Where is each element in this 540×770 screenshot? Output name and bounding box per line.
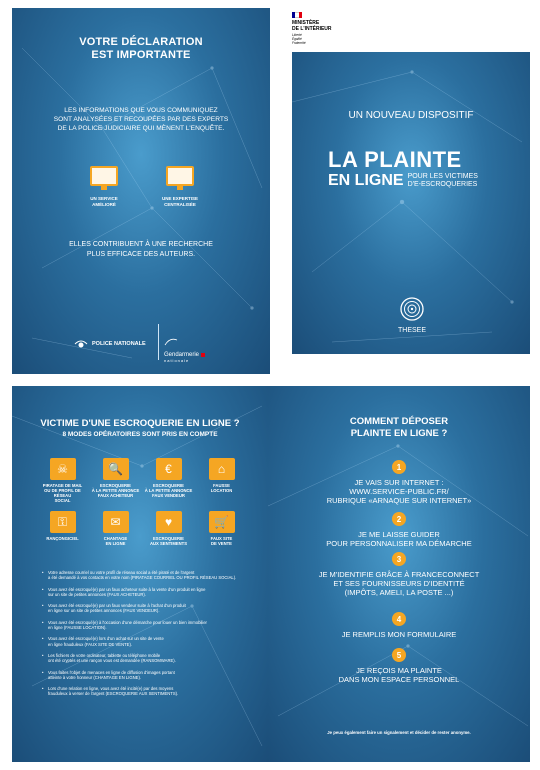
mode-icon: ⌂ — [209, 458, 235, 480]
gendarmerie-emblem-icon — [164, 337, 178, 347]
french-flag-icon — [292, 12, 302, 18]
thesee-text: THESEE — [397, 327, 426, 334]
mode-item — [89, 458, 142, 503]
bullet-text: • Vous avez été escroqué(e) à l'occasion d'une démarche pour louer un bien immobilier — [48, 619, 207, 625]
mode-icon: ✉ — [103, 511, 129, 533]
bullet-text: • Vous avez été escroqué(e) par un faux acheteur suite à la vente d'un produit en ligne — [48, 586, 206, 592]
motto-3: Fraternité — [292, 41, 306, 45]
bullet-text: a été demandé à vos contacts en votre nom (PIRATAGE COURRIEL OU PROFIL RÉSEAU SOCIAL). — [48, 575, 237, 581]
mode-label-line: FAUX ACHETEUR — [97, 493, 134, 498]
title-block — [328, 148, 478, 190]
mode-item — [89, 511, 142, 546]
bullet-text: • Vous avez été escroqué(e) lors d'un achat sur un site de vente — [48, 636, 164, 642]
mode-label-line: PIRATAGE DE MAIL — [42, 483, 83, 488]
bullet-item — [42, 587, 258, 598]
mode-label-line: À LA PETITE ANNONCE — [144, 488, 193, 493]
panel-d-title-1: COMMENT DÉPOSER — [349, 416, 449, 427]
step-number-badge: 5 — [392, 648, 406, 662]
gendarmerie-logo — [164, 334, 205, 363]
icon1-label-1: UN SERVICE — [90, 196, 118, 201]
mode-icon: ♥ — [156, 511, 182, 533]
step-text-line: (IMPÔTS, AMELI, LA POSTE ...) — [344, 588, 454, 597]
gendarmerie-logo-subtext: nationale — [164, 358, 190, 363]
mode-icon: 🔍 — [103, 458, 129, 480]
step-number-badge: 1 — [392, 460, 406, 474]
mode-label-line: ESCROQUERIE — [153, 536, 184, 541]
mode-item — [142, 511, 195, 546]
police-logo-text: POLICE NATIONALE — [92, 341, 146, 347]
panel-c-title: VICTIME D'UNE ESCROQUERIE EN LIGNE ? — [40, 418, 240, 429]
tagline-1: POUR LES VICTIMES — [407, 173, 478, 180]
icon2-label-2: CENTRALISÉE — [164, 201, 196, 207]
ministry-line-1: MINISTÈRE — [292, 20, 320, 26]
bullet-text: • Vous faites l'objet de menaces en ligne de diffusion d'images portant — [48, 669, 175, 675]
bullet-text: sur un site de petites annonces (FAUX ACHETEUR). — [48, 591, 146, 597]
bullet-list — [42, 570, 258, 703]
mode-icon: € — [156, 458, 182, 480]
bullet-text: atteinte à votre honneur (CHANTAGE EN LIGNE). — [48, 674, 142, 680]
step-number-badge: 4 — [392, 612, 406, 626]
mode-label-line: CHANTAGE — [103, 536, 128, 541]
step-number-badge: 2 — [392, 512, 406, 526]
intro-line-1: LES INFORMATIONS QUE VOUS COMMUNIQUEZ — [64, 107, 218, 114]
bullet-item — [42, 603, 258, 614]
bullet-text: • Vous avez été escroqué(e) par un faux vendeur suite à l'achat d'un produit — [48, 603, 186, 609]
bullet-item — [42, 686, 258, 697]
bullet-item — [42, 636, 258, 647]
step-text-line: ET SES FOURNISSEURS D'IDENTITÉ — [333, 579, 465, 588]
fingerprint-at-icon — [399, 296, 425, 322]
bullet-text: en ligne frauduleux (FAUX SITE DE VENTE). — [48, 641, 133, 647]
step-item — [268, 612, 530, 639]
mode-label-line: LOCATION — [210, 488, 233, 493]
mode-icon: ⚿ — [50, 511, 76, 533]
outro-line-1: ELLES CONTRIBUENT À UNE RECHERCHE — [69, 241, 213, 248]
monitor-icon — [90, 166, 118, 186]
target-monitor-icon — [166, 166, 194, 186]
ministry-logo — [292, 12, 332, 45]
step-item — [268, 648, 530, 684]
step-number-badge: 3 — [392, 552, 406, 566]
step-text-line: POUR PERSONNALISER MA DÉMARCHE — [326, 539, 472, 548]
bullet-item — [42, 653, 258, 664]
mode-label-line: DE VENTE — [211, 541, 232, 546]
panel-d-footer: Je peux également faire un signalement et décider de rester anonyme. — [327, 730, 471, 735]
panel-plainte-en-ligne — [292, 52, 530, 354]
step-text-line: JE REMPLIS MON FORMULAIRE — [341, 630, 457, 639]
ministry-line-2: DE L'INTÉRIEUR — [292, 26, 332, 32]
step-text-line: JE VAIS SUR INTERNET : — [354, 478, 444, 487]
subtitle: UN NOUVEAU DISPOSITIF — [348, 110, 474, 121]
mode-label-line: FAUX SITE — [210, 536, 233, 541]
mode-icon: ☠ — [50, 458, 76, 480]
service-ameliore — [84, 166, 124, 207]
mode-label-line: ESCROQUERIE — [153, 483, 184, 488]
title-line-2: EN LIGNE — [328, 172, 404, 189]
bullet-item — [42, 670, 258, 681]
title-line-1: LA PLAINTE — [328, 147, 462, 172]
panel-c-subtitle: 8 MODES OPÉRATOIRES SONT PRIS EN COMPTE — [62, 431, 218, 438]
title-line-2: EST IMPORTANTE — [91, 49, 191, 61]
panel-d-title-2: PLAINTE EN LIGNE ? — [350, 428, 448, 439]
bullet-text: frauduleux à verser de l'argent (ESCROQUERIE AUX SENTIMENTS). — [48, 691, 179, 697]
mode-item — [142, 458, 195, 503]
icon1-label-2: AMÉLIORÉ — [92, 201, 116, 207]
bullet-item — [42, 620, 258, 631]
mode-label-line: SOCIAL — [54, 498, 71, 503]
title-line-1: VOTRE DÉCLARATION — [79, 36, 203, 48]
step-text-line: JE ME LAISSE GUIDER — [358, 530, 440, 539]
step-text-line: WWW.SERVICE-PUBLIC.FR/ — [349, 487, 449, 496]
intro-line-3: DE LA POLICE JUDICIAIRE QUI MÈNENT L'ENQUÊTE. — [57, 125, 225, 132]
modes-grid — [36, 458, 248, 546]
network-background — [12, 8, 270, 374]
panel-votre-declaration — [12, 8, 270, 374]
step-text-line: RUBRIQUE «ARNAQUE SUR INTERNET» — [326, 496, 472, 505]
mode-label-line: AUX SENTIMENTS — [150, 541, 187, 546]
mode-item — [195, 511, 248, 546]
mode-label-line: FAUX VENDEUR — [152, 493, 185, 498]
mode-label-line: OU DE PROFIL DE RÉSEAU — [44, 488, 81, 498]
motto-1: Liberté — [292, 33, 302, 37]
outro-line-2: PLUS EFFICACE DES AUTEURS. — [86, 251, 196, 258]
mode-label-line: RANÇONGICIEL — [46, 536, 79, 541]
bullet-text: • Lors d'une relation en ligne, vous avez été incité(e) par des moyens — [48, 686, 174, 692]
bullet-text: en ligne (FAUSSE LOCATION). — [48, 625, 107, 631]
mode-icon: 🛒 — [209, 511, 235, 533]
step-text-line: JE M'IDENTIFIE GRÂCE À FRANCECONNECT — [318, 570, 480, 579]
step-text-line: DANS MON ESPACE PERSONNEL — [338, 675, 460, 684]
expertise-centralisee — [160, 166, 200, 207]
intro-line-2: SONT ANALYSÉES ET RECOUPÉES PAR DES EXPERTS — [53, 116, 229, 123]
bullet-item — [42, 570, 258, 581]
mode-item — [195, 458, 248, 503]
police-nationale-logo — [74, 338, 146, 350]
mode-label-line: ESCROQUERIE — [100, 483, 131, 488]
step-text-line: JE REÇOIS MA PLAINTE — [356, 666, 442, 675]
bullet-text: • Votre adresse courriel ou votre profil de réseau social a été piraté et de l'argent — [48, 570, 195, 575]
gendarmerie-logo-text: Gendarmerie — [164, 352, 200, 358]
thesee-logo — [395, 296, 429, 334]
tagline-2: D'E-ESCROQUERIES — [407, 181, 478, 188]
mode-item — [36, 511, 89, 546]
mode-label-line: FAUSSE — [213, 483, 230, 488]
mode-item — [36, 458, 89, 503]
mode-label-line: À LA PETITE ANNONCE — [91, 488, 140, 493]
red-square-icon — [201, 353, 205, 357]
logo-divider — [158, 324, 159, 360]
step-item — [268, 460, 530, 505]
mode-label-line: EN LIGNE — [105, 541, 126, 546]
step-item — [268, 512, 530, 548]
step-item — [268, 552, 530, 597]
motto-2: Égalité — [292, 37, 302, 41]
bullet-text: • Les fichiers de votre ordinateur, tablette ou téléphone mobile — [48, 652, 161, 658]
panel-comment-deposer — [268, 386, 530, 762]
bullet-text: ont été cryptés et une rançon vous est demandée (RANSOMWARE). — [48, 658, 176, 664]
panel-modes-operatoires — [12, 386, 268, 762]
police-emblem-icon — [74, 338, 88, 350]
bullet-text: en ligne sur un site de petites annonces (FAUX VENDEUR). — [48, 608, 160, 614]
icon2-label-1: UNE EXPERTISE — [161, 196, 198, 201]
